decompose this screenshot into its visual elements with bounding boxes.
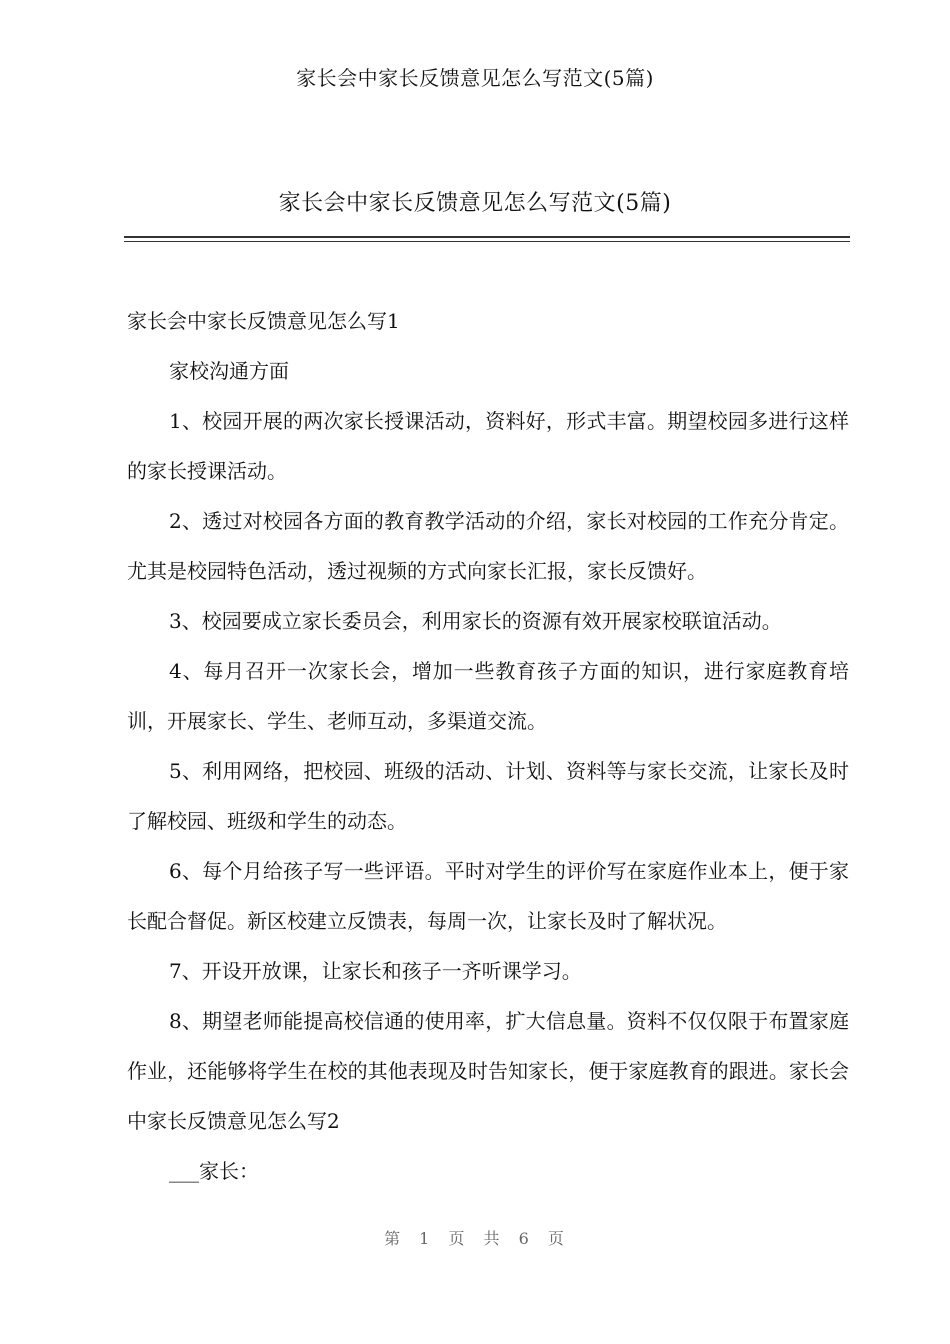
list-item: 6、每个月给孩子写一些评语。平时对学生的评价写在家庭作业本上，便于家长配合督促。新区校建立反馈表，每周一次，让家长及时了解状况。 bbox=[127, 859, 849, 933]
section-heading: 家长会中家长反馈意见怎么写1 bbox=[127, 309, 400, 333]
document-title: 家长会中家长反馈意见怎么写范文(5篇) bbox=[278, 191, 672, 216]
list-item: 3、校园要成立家长委员会，利用家长的资源有效开展家校联谊活动。 bbox=[169, 609, 782, 633]
page-footer: 第 1 页 共 6 页 bbox=[384, 1229, 566, 1248]
list-item: 7、开设开放课，让家长和孩子一齐听课学习。 bbox=[169, 959, 582, 983]
subheading: 家校沟通方面 bbox=[169, 359, 289, 383]
title-divider bbox=[124, 236, 850, 242]
running-header: 家长会中家长反馈意见怎么写范文(5篇) bbox=[296, 66, 654, 90]
list-item: 5、利用网络，把校园、班级的活动、计划、资料等与家长交流，让家长及时了解校园、班级和学生的动态。 bbox=[127, 759, 849, 833]
document-body bbox=[127, 296, 849, 1196]
list-item: 4、每月召开一次家长会，增加一些教育孩子方面的知识，进行家庭教育培训，开展家长、学生、老师互动，多渠道交流。 bbox=[127, 659, 849, 733]
list-item: 8、期望老师能提高校信通的使用率，扩大信息量。资料不仅仅限于布置家庭作业，还能够将学生在校的其他表现及时告知家长，便于家庭教育的跟进。家长会中家长反馈意见怎么写2 bbox=[127, 1009, 849, 1133]
list-item: 1、校园开展的两次家长授课活动，资料好，形式丰富。期望校园多进行这样的家长授课活动。 bbox=[127, 409, 849, 483]
salutation: ___家长： bbox=[169, 1159, 259, 1183]
list-item: 2、透过对校园各方面的教育教学活动的介绍，家长对校园的工作充分肯定。尤其是校园特色活动，透过视频的方式向家长汇报，家长反馈好。 bbox=[127, 509, 849, 583]
